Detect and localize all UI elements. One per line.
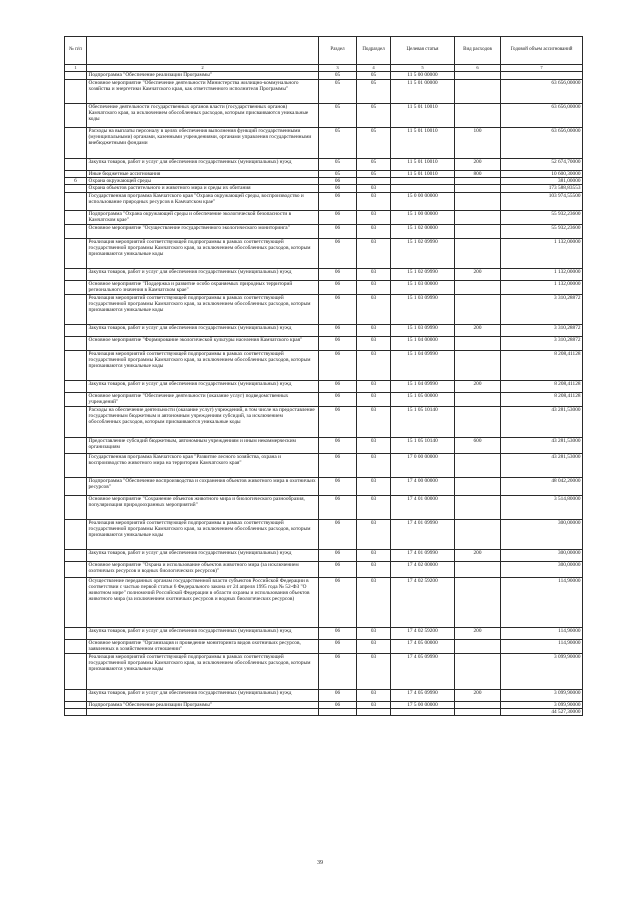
row-subsection: 03 [357,294,391,324]
row-target: 15 1 04 09990 [391,380,455,392]
table-row [65,324,583,336]
table-row [65,192,583,210]
row-amount: 1 132,00000 [501,238,583,268]
row-name: Иные бюджетные ассигнования [87,171,319,178]
row-section: 06 [319,406,357,437]
empty-cell [391,708,455,715]
table-row [65,701,583,708]
row-amount: 3 099,90000 [501,653,583,689]
row-name: Осуществление переданных органам государственной власти субъектов Российской Федерации в соответствии с частью первой статьи 6 Федерального закона от 24 апреля 1995 года № 52-ФЗ "О животном мире" полномочий Российской Федерации в области охраны и использования объектов животного мира (за исключением охотничьих ресурсов и водных биологических ресурсов) [87,577,319,627]
row-expense-type [455,561,501,577]
row-name: Основное мероприятие "Организация и проведение мониторинга видов охотничьих ресурсов, заявленных в хозяйственном отношении" [87,639,319,653]
row-expense-type [455,577,501,627]
row-amount: 10 600,30000 [501,171,583,178]
row-amount: 3 099,90000 [501,701,583,708]
row-section: 06 [319,627,357,639]
row-subsection: 03 [357,224,391,238]
row-section: 06 [319,477,357,495]
row-subsection: 03 [357,336,391,350]
row-expense-type [455,701,501,708]
row-number [65,453,87,477]
row-number [65,280,87,294]
header-target: Целевая статья [391,37,455,65]
row-subsection: 03 [357,324,391,336]
row-expense-type [455,653,501,689]
row-name: Реализация мероприятий соответствующей подпрограммы в рамках соответствующей государственной программы Камчатского края, за исключением обособленных расходов, которым присваиваются уникальные коды [87,238,319,268]
row-section: 06 [319,549,357,561]
row-section: 06 [319,238,357,268]
row-target: 15 1 05 10140 [391,406,455,437]
row-subsection: 03 [357,689,391,701]
row-section: 06 [319,280,357,294]
row-name: Реализация мероприятий соответствующей подпрограммы в рамках соответствующей государственной программы Камчатского края, за исключением обособленных расходов, которым присваиваются уникальные коды [87,519,319,549]
row-amount: 43 281,53000 [501,453,583,477]
row-subsection: 03 [357,561,391,577]
row-expense-type: 200 [455,627,501,639]
row-expense-type: 200 [455,380,501,392]
table-row [65,350,583,380]
row-number [65,406,87,437]
row-target: 11 5 01 10010 [391,128,455,159]
table-row [65,639,583,653]
row-target: 17 4 02 59200 [391,577,455,627]
row-subsection: 03 [357,477,391,495]
row-expense-type [455,72,501,80]
table-row [65,689,583,701]
row-target: 15 1 00 00000 [391,210,455,224]
empty-cell [357,708,391,715]
row-expense-type [455,238,501,268]
row-target [391,185,455,192]
row-number [65,80,87,104]
row-name: Охрана окружающей среды [87,178,319,185]
row-section: 06 [319,495,357,519]
table-row [65,210,583,224]
row-section: 05 [319,72,357,80]
column-number: 7 [501,65,583,72]
row-amount: 52 674,70000 [501,159,583,171]
table-row [65,268,583,280]
row-subsection: 03 [357,495,391,519]
row-number [65,171,87,178]
row-number [65,350,87,380]
row-target: 17 0 00 00000 [391,453,455,477]
row-target: 17 4 01 09990 [391,549,455,561]
row-number [65,380,87,392]
row-expense-type [455,224,501,238]
row-name: Основное мероприятие "Сохранение объектов животного мира и биологического разнообразия, популяризация природоохранных мероприятий" [87,495,319,519]
table-row [65,561,583,577]
row-expense-type [455,280,501,294]
row-section: 05 [319,159,357,171]
row-expense-type [455,406,501,437]
row-amount: 8 208,41128 [501,380,583,392]
header-expense-type: Вид расходов [455,37,501,65]
header-name [87,37,319,65]
row-subsection: 03 [357,350,391,380]
table-row [65,437,583,453]
table-row [65,336,583,350]
row-target: 15 1 03 09990 [391,294,455,324]
row-name: Предоставление субсидий бюджетным, автономным учреждениям и иным некоммерческим организациям [87,437,319,453]
row-number [65,577,87,627]
table-header-row [65,37,583,65]
page-number: 39 [317,860,323,866]
row-name: Охрана объектов растительного и животного мира и среды их обитания [87,185,319,192]
row-name: Закупка товаров, работ и услуг для обеспечения государственных (муниципальных) нужд [87,689,319,701]
table-row [65,128,583,159]
row-expense-type: 800 [455,171,501,178]
row-section: 06 [319,561,357,577]
row-subsection: 03 [357,192,391,210]
table-row [65,627,583,639]
row-amount: 114,90000 [501,577,583,627]
row-name: Закупка товаров, работ и услуг для обеспечения государственных (муниципальных) нужд [87,268,319,280]
row-number [65,336,87,350]
row-expense-type [455,178,501,185]
row-amount: 63 656,00000 [501,104,583,128]
row-amount: 114,90000 [501,639,583,653]
row-target: 17 4 05 09990 [391,689,455,701]
row-expense-type [455,80,501,104]
table-row [65,577,583,627]
row-name: Закупка товаров, работ и услуг для обеспечения государственных (муниципальных) нужд [87,324,319,336]
row-section: 05 [319,128,357,159]
row-number [65,477,87,495]
row-name: Закупка товаров, работ и услуг для обеспечения государственных (муниципальных) нужд [87,380,319,392]
row-number [65,437,87,453]
table-row [65,708,583,715]
row-subsection: 03 [357,185,391,192]
row-section: 05 [319,171,357,178]
row-number [65,639,87,653]
table-row [65,406,583,437]
row-section: 06 [319,701,357,708]
row-subsection: 03 [357,453,391,477]
row-amount: 300,00000 [501,561,583,577]
row-subsection: 05 [357,128,391,159]
row-target: 17 4 05 00000 [391,639,455,653]
table-row [65,80,583,104]
row-name: Основное мероприятие "Обеспечение деятельности (оказание услуг) подведомственных учреждений" [87,392,319,406]
row-expense-type [455,294,501,324]
row-section: 06 [319,350,357,380]
row-number [65,549,87,561]
row-expense-type [455,477,501,495]
row-expense-type: 600 [455,437,501,453]
row-section: 06 [319,336,357,350]
row-section: 06 [319,192,357,210]
table-row [65,495,583,519]
row-target: 15 1 03 09990 [391,324,455,336]
row-subsection: 05 [357,159,391,171]
table-row [65,477,583,495]
row-number [65,627,87,639]
row-amount: 55 932,23600 [501,224,583,238]
row-target: 11 5 01 10010 [391,171,455,178]
row-subsection: 03 [357,519,391,549]
row-name: Государственная программа Камчатского края "Охрана окружающей среды, воспроизводство и использование природных ресурсов в Камчатском крае" [87,192,319,210]
row-amount: 3 099,90000 [501,689,583,701]
row-subsection [357,178,391,185]
table-row [65,453,583,477]
header-subsection: Подраздел [357,37,391,65]
row-number [65,294,87,324]
row-section: 06 [319,519,357,549]
row-expense-type [455,392,501,406]
row-amount: 63 656,00000 [501,80,583,104]
row-section: 06 [319,210,357,224]
row-amount: 8 208,41128 [501,350,583,380]
row-name: Реализация мероприятий соответствующей подпрограммы в рамках соответствующей государственной программы Камчатского края, за исключением обособленных расходов, которым присваиваются уникальные коды [87,653,319,689]
row-number [65,561,87,577]
row-target: 17 5 00 00000 [391,701,455,708]
column-number-row [65,65,583,72]
table-row [65,185,583,192]
row-number [65,224,87,238]
row-expense-type [455,639,501,653]
table-row [65,380,583,392]
table-row [65,171,583,178]
row-target: 11 5 01 10010 [391,159,455,171]
row-subsection: 03 [357,549,391,561]
row-target: 15 1 05 00000 [391,392,455,406]
column-number: 2 [87,65,319,72]
row-target: 15 1 04 00000 [391,336,455,350]
table-body [65,72,583,716]
header-amount: Годовой объем ассигнований [501,37,583,65]
row-expense-type [455,192,501,210]
row-section: 06 [319,639,357,653]
table-row [65,294,583,324]
row-subsection: 03 [357,392,391,406]
row-target: 17 4 02 59200 [391,627,455,639]
row-subsection: 03 [357,380,391,392]
row-expense-type: 200 [455,324,501,336]
table-row [65,519,583,549]
row-target: 15 1 03 00000 [391,280,455,294]
row-number [65,324,87,336]
row-subsection: 05 [357,104,391,128]
row-expense-type: 200 [455,268,501,280]
row-amount [501,72,583,80]
row-subsection: 03 [357,280,391,294]
row-amount: 48 042,20000 [501,477,583,495]
row-target: 15 1 05 10140 [391,437,455,453]
row-number [65,519,87,549]
row-number [65,104,87,128]
row-amount: 44 527,30000 [501,708,583,715]
row-target: 17 4 01 00000 [391,495,455,519]
row-number [65,192,87,210]
row-section: 06 [319,689,357,701]
row-target: 11 5 01 00000 [391,80,455,104]
row-subsection: 03 [357,639,391,653]
row-number [65,653,87,689]
row-amount: 300,00000 [501,549,583,561]
row-amount: 43 281,53000 [501,406,583,437]
row-expense-type [455,519,501,549]
empty-cell [319,708,357,715]
row-name: Государственная программа Камчатского края "Развитие лесного хозяйства, охрана и воспроизводство животного мира на территории Камчатского края" [87,453,319,477]
row-target: 15 1 02 09990 [391,238,455,268]
row-expense-type [455,453,501,477]
row-amount: 8 208,41128 [501,392,583,406]
table-row [65,178,583,185]
row-number [65,238,87,268]
row-subsection: 03 [357,437,391,453]
row-section: 06 [319,653,357,689]
row-subsection: 03 [357,627,391,639]
row-amount: 43 281,53000 [501,437,583,453]
row-section: 06 [319,185,357,192]
row-amount: 173 588,83553 [501,185,583,192]
row-number: 6 [65,178,87,185]
row-subsection: 03 [357,210,391,224]
row-number [65,689,87,701]
row-subsection: 03 [357,406,391,437]
row-name: Основное мероприятие "Формирование экологической культуры населения Камчатского края" [87,336,319,350]
row-name: Закупка товаров, работ и услуг для обеспечения государственных (муниципальных) нужд [87,159,319,171]
row-section: 06 [319,294,357,324]
row-section: 05 [319,80,357,104]
table-row [65,549,583,561]
row-name: Обеспечение деятельности государственных органов власти (государственных органов) Камчатского края, за исключением обособленных расходов, которым присваиваются уникальные коды [87,104,319,128]
table-row [65,238,583,268]
row-section: 06 [319,577,357,627]
row-number [65,159,87,171]
table-row [65,392,583,406]
row-amount: 63 656,00000 [501,128,583,159]
row-section: 06 [319,392,357,406]
table-row [65,159,583,171]
row-section: 06 [319,380,357,392]
row-subsection: 03 [357,701,391,708]
row-subsection: 03 [357,577,391,627]
row-amount: 3 514,80000 [501,495,583,519]
row-subsection: 03 [357,653,391,689]
row-name: Подпрограмма "Обеспечение реализации Программы" [87,701,319,708]
row-subsection: 05 [357,171,391,178]
row-amount: 300,00000 [501,519,583,549]
row-expense-type: 200 [455,689,501,701]
row-amount: 3 310,28872 [501,294,583,324]
row-number [65,185,87,192]
empty-cell [65,708,87,715]
row-amount: 1 132,00000 [501,280,583,294]
row-number [65,128,87,159]
row-amount: 3 310,28872 [501,324,583,336]
table-row [65,104,583,128]
row-target: 15 0 00 00000 [391,192,455,210]
empty-cell [87,708,319,715]
column-number: 5 [391,65,455,72]
row-subsection: 03 [357,238,391,268]
row-expense-type [455,336,501,350]
row-name: Реализация мероприятий соответствующей подпрограммы в рамках соответствующей государственной программы Камчатского края, за исключением обособленных расходов, которым присваиваются уникальные коды [87,294,319,324]
header-num: № п/п [65,37,87,65]
row-name: Закупка товаров, работ и услуг для обеспечения государственных (муниципальных) нужд [87,549,319,561]
row-expense-type: 200 [455,159,501,171]
row-target: 15 1 04 09990 [391,350,455,380]
row-amount: 381,00000 [501,178,583,185]
row-expense-type [455,210,501,224]
row-amount: 55 932,23600 [501,210,583,224]
row-section: 06 [319,178,357,185]
row-number [65,210,87,224]
row-expense-type: 100 [455,128,501,159]
row-amount: 103 974,55500 [501,192,583,210]
row-amount: 1 132,00000 [501,268,583,280]
row-section: 06 [319,437,357,453]
column-number: 4 [357,65,391,72]
column-number: 1 [65,65,87,72]
table-row [65,653,583,689]
row-subsection: 05 [357,72,391,80]
row-name: Реализация мероприятий соответствующей подпрограммы в рамках соответствующей государственной программы Камчатского края, за исключением обособленных расходов, которым присваиваются уникальные коды [87,350,319,380]
row-name: Основное мероприятие "Охрана и использование объектов животного мира (за исключением охотничьих ресурсов и водных биологических ресурсов)" [87,561,319,577]
table-row [65,280,583,294]
row-name: Подпрограмма "Обеспечение воспроизводства и сохранения объектов животного мира в охотничьих ресурсов" [87,477,319,495]
row-target: 11 5 00 00000 [391,72,455,80]
row-name: Расходы на обеспечение деятельности (оказание услуг) учреждений, в том числе на предоставление государственным бюджетным и автономным учреждениям субсидий, за исключением обособленных расходов, которым присваиваются уникальные коды [87,406,319,437]
row-target: 17 4 02 00000 [391,561,455,577]
empty-cell [455,708,501,715]
row-subsection: 03 [357,268,391,280]
table-row [65,224,583,238]
row-target [391,178,455,185]
row-number [65,495,87,519]
row-number [65,268,87,280]
row-section: 06 [319,224,357,238]
row-expense-type: 200 [455,549,501,561]
row-number [65,701,87,708]
column-number: 3 [319,65,357,72]
budget-table [64,36,583,716]
row-target: 15 1 02 00000 [391,224,455,238]
row-target: 15 1 02 09990 [391,268,455,280]
row-amount: 114,90000 [501,627,583,639]
row-name: Основное мероприятие "Обеспечение деятельности Министерства жилищно-коммунального хозяйства и энергетики Камчатского края, как ответственного исполнителя Программы" [87,80,319,104]
row-expense-type [455,104,501,128]
row-target: 17 4 05 09990 [391,653,455,689]
row-section: 05 [319,104,357,128]
row-number [65,72,87,80]
row-name: Подпрограмма "Обеспечение реализации Программы" [87,72,319,80]
row-name: Основное мероприятие "Осуществление государственного экологического мониторинга" [87,224,319,238]
row-section: 06 [319,453,357,477]
table-row [65,72,583,80]
row-subsection: 05 [357,80,391,104]
row-name: Расходы на выплаты персоналу в целях обеспечения выполнения функций государственными (муниципальными) органами, казенными учреждениями, органами управления государственными внебюджетными фондами [87,128,319,159]
row-target: 17 4 00 00000 [391,477,455,495]
row-expense-type [455,495,501,519]
column-number: 6 [455,65,501,72]
row-section: 06 [319,268,357,280]
header-section: Раздел [319,37,357,65]
row-expense-type [455,185,501,192]
row-target: 11 5 01 10010 [391,104,455,128]
row-number [65,392,87,406]
row-expense-type [455,350,501,380]
row-section: 06 [319,324,357,336]
row-target: 17 4 01 09990 [391,519,455,549]
row-name: Подпрограмма "Охрана окружающей среды и обеспечение экологической безопасности в Камчатском крае" [87,210,319,224]
row-name: Закупка товаров, работ и услуг для обеспечения государственных (муниципальных) нужд [87,627,319,639]
row-amount: 3 310,28872 [501,336,583,350]
row-name: Основное мероприятие "Поддержка и развитие особо охраняемых природных территорий регионального значения в Камчатском крае" [87,280,319,294]
